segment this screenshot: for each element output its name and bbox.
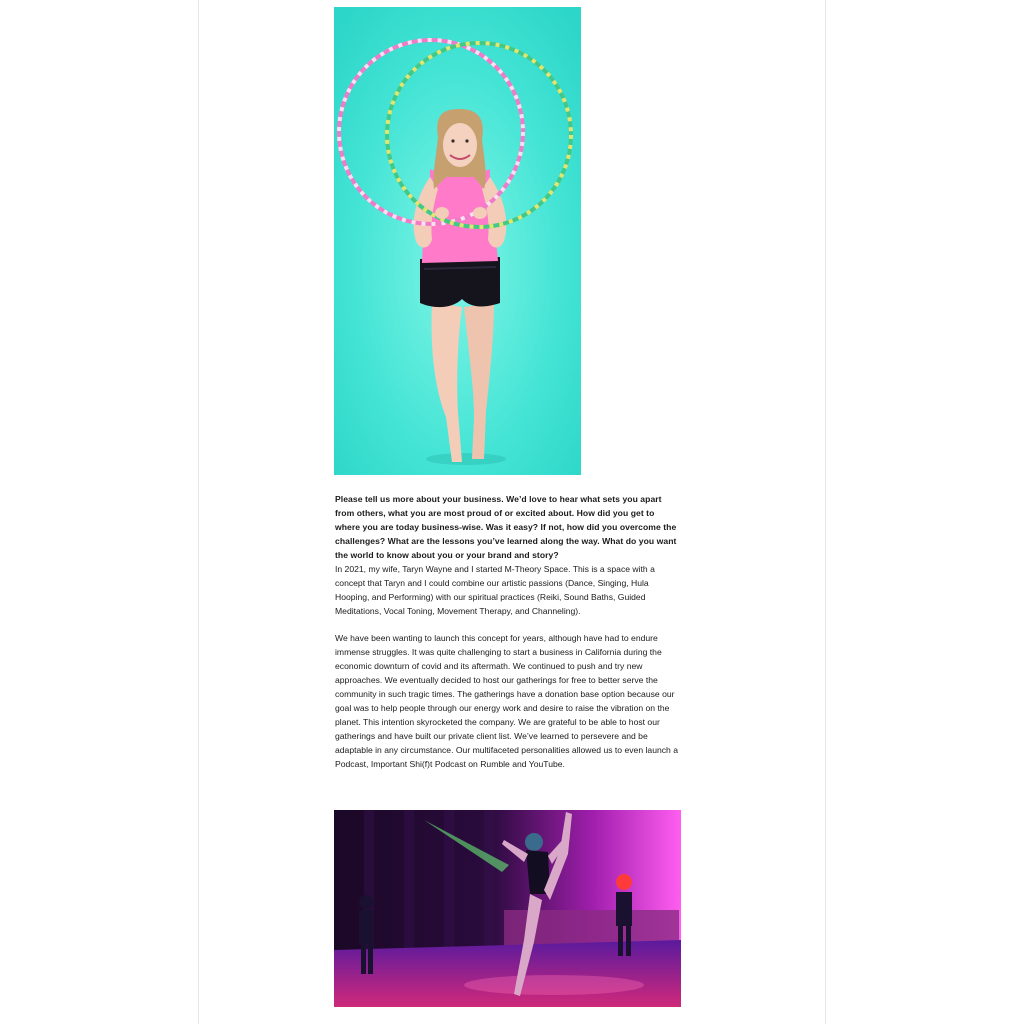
answer-paragraph-2: We have been wanting to launch this concept for years, although have had to endure immense struggles. It was quite challenging to start a business in California during the economic downturn of covid and its aftermath. We continued to push and try new approaches. We eventually decided to host our gatherings for free to better serve the community in such tragic times. The gatherings have a donation base option because our goal was to help people through our energy work and desire to raise the vibration on the planet. This intention skyrocketed the company. We are grateful to be able to host our gatherings and have built our private client list. We’ve learned to persevere and be adaptable in any circumstance. Our multifaceted personalities allowed us to even launch a Podcast, Important Shi(f)t Podcast on Rumble and YouTube. (335, 633, 678, 769)
interview-question: Please tell us more about your business. We’d love to hear what sets you apart from others, what you are most proud of or excited about. How did you get to where you are today business-wise. Was it easy? If not, how did you overcome the challenges? What are the lessons you’ve learned along the way. What do you want the world to know about you or your brand and story? (335, 494, 677, 560)
answer-paragraph-1: In 2021, my wife, Taryn Wayne and I started M-Theory Space. This is a space with a concept that Taryn and I could combine our artistic passions (Dance, Singing, Hula Hooping, and Performing) with our spiritual practices (Reiki, Sound Baths, Guided Meditations, Vocal Toning, Movement Therapy, and Channeling). (335, 564, 655, 616)
dance-photo-image (334, 810, 681, 1007)
article-body (335, 492, 681, 784)
dance-performance-photo (334, 810, 681, 1007)
hula-hoop-photo (334, 7, 581, 475)
hula-hoop-portrait-image (334, 7, 581, 475)
